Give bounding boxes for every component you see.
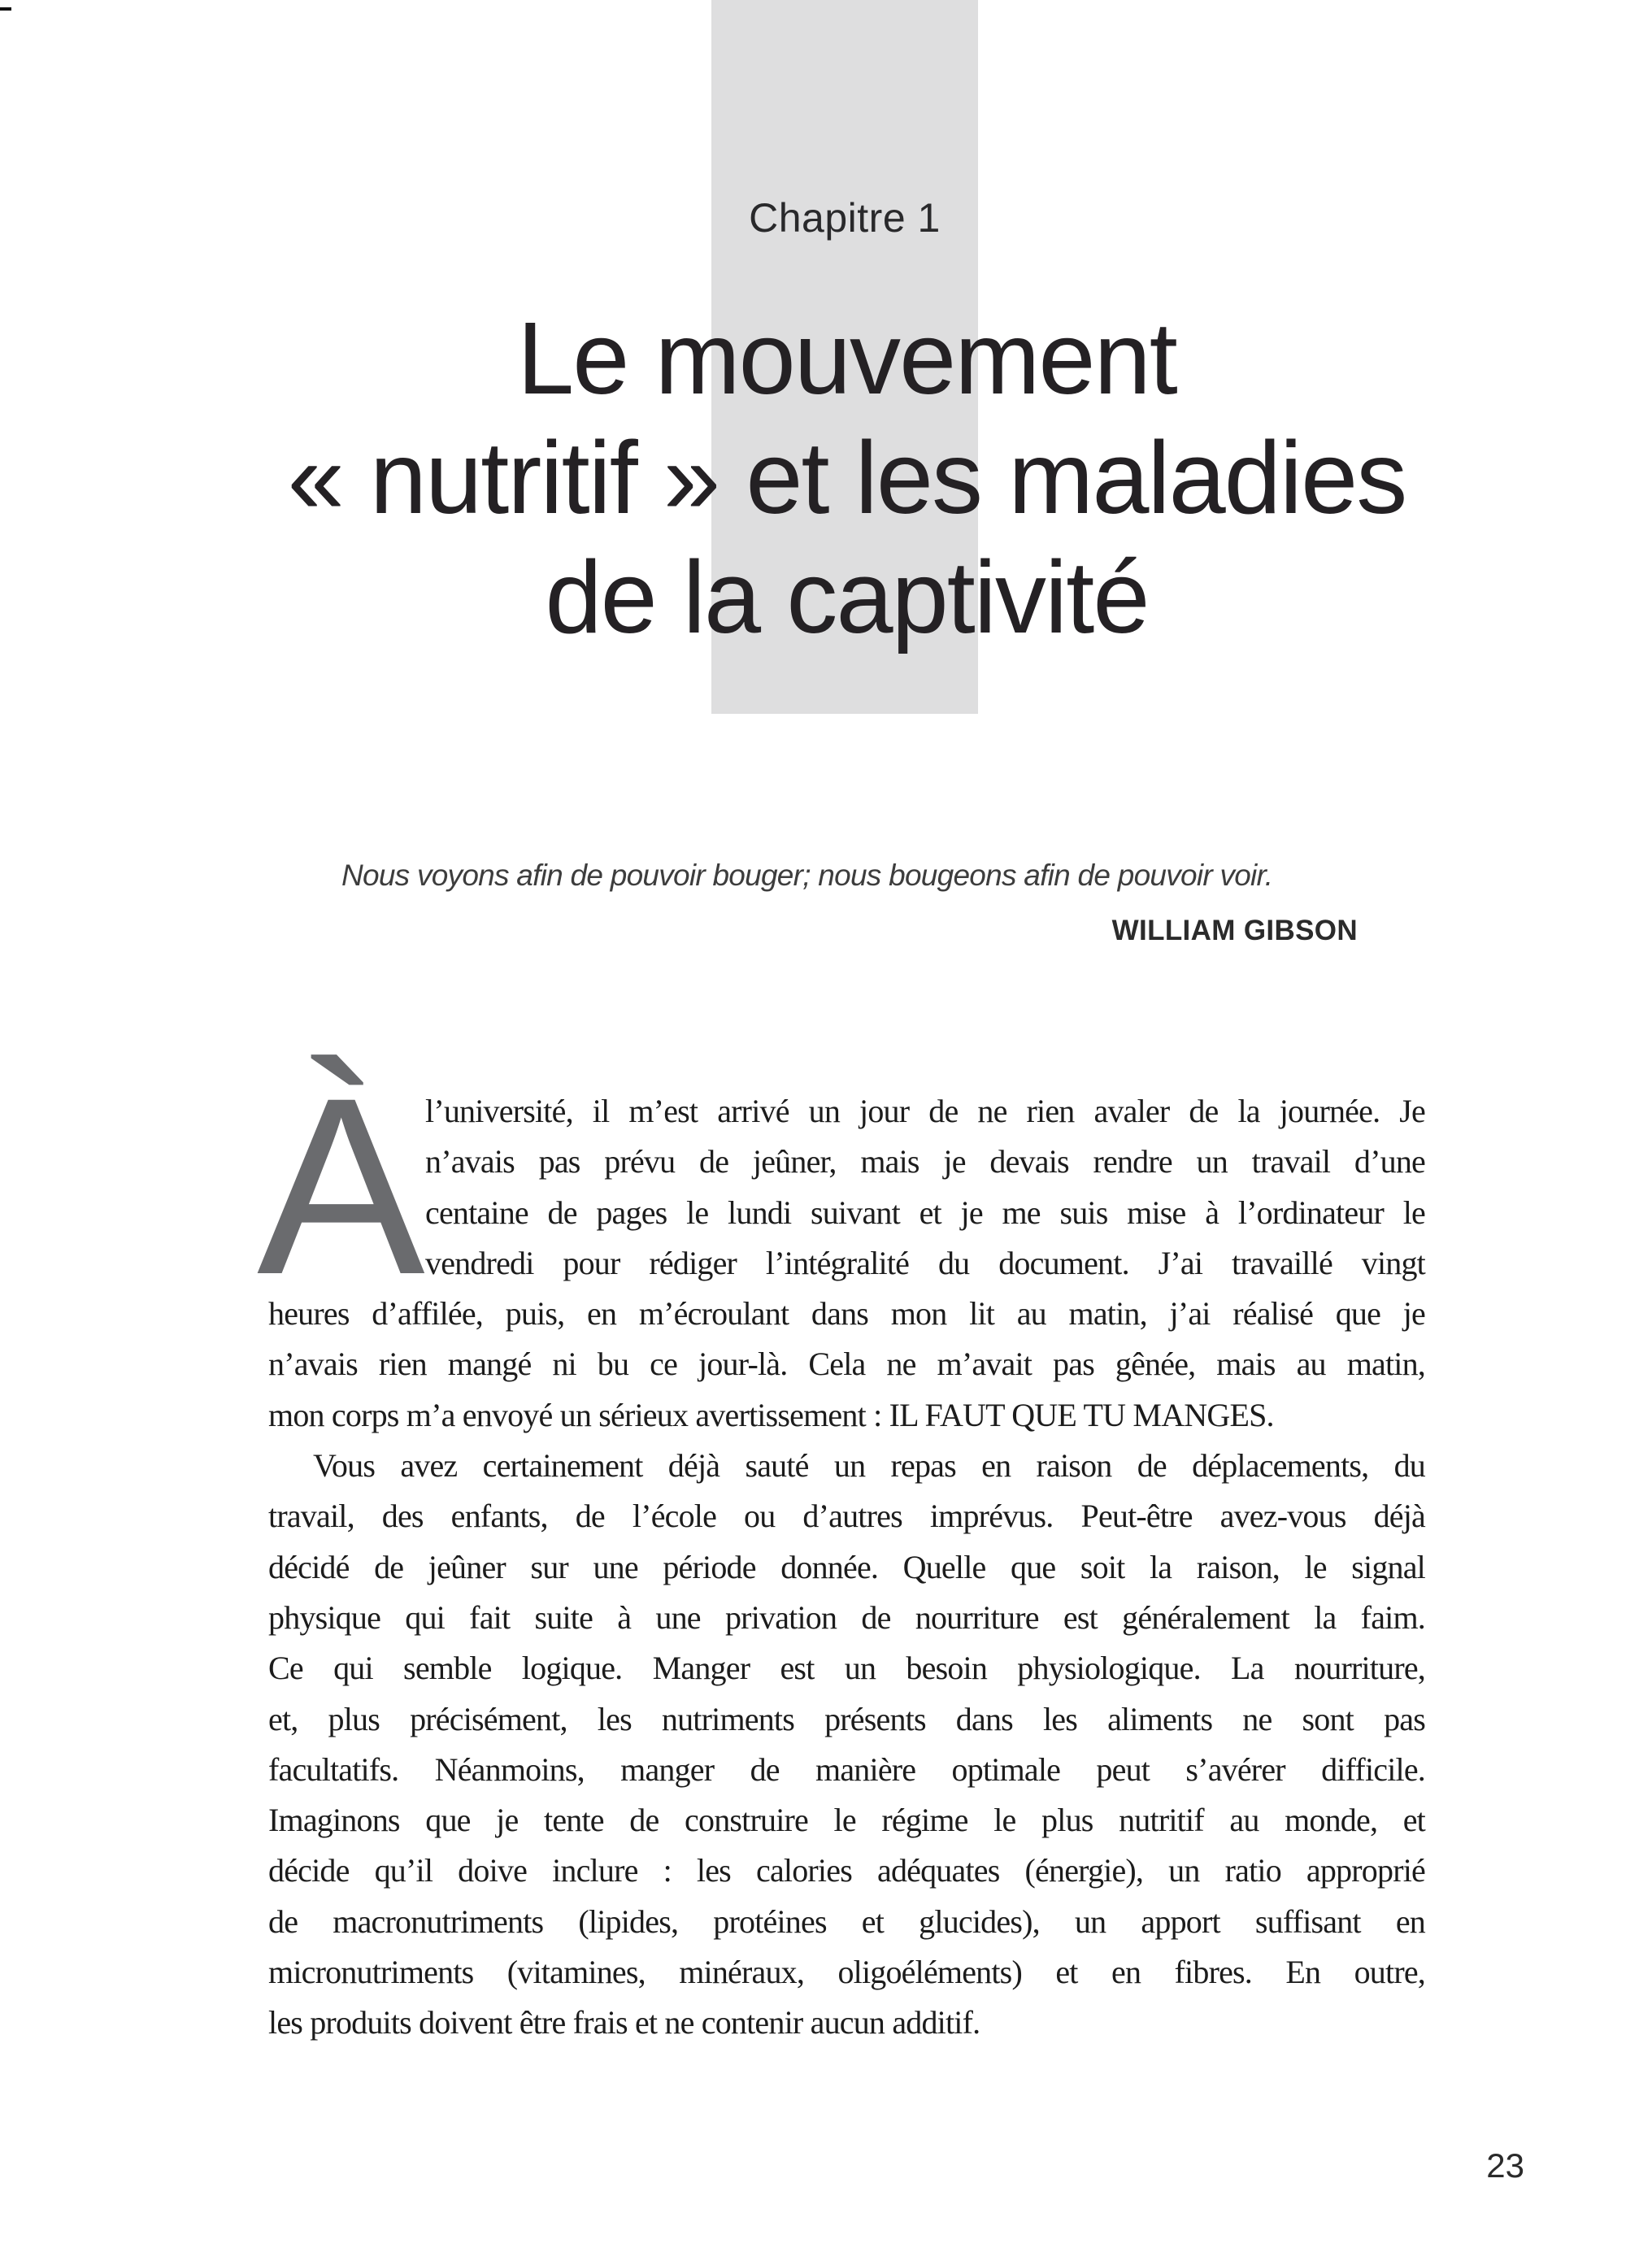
title-line-3: de la captivité — [545, 540, 1149, 654]
body-line: Imaginons que je tente de construire le régime le plus nutritif au monde, et — [268, 1802, 1425, 1839]
body-text — [268, 1086, 1425, 2049]
epigraph: Nous voyons afin de pouvoir bouger; nous bougeons afin de pouvoir voir. — [341, 859, 1273, 892]
body-line: mon corps m’a envoyé un sérieux avertissement : IL FAUT QUE TU MANGES. — [268, 1396, 1274, 1433]
body-line: les produits doivent être frais et ne contenir aucun additif. — [268, 2004, 980, 2041]
body-line: Ce qui semble logique. Manger est un besoin physiologique. La nourriture, — [268, 1650, 1425, 1687]
chapter-label: Chapitre 1 — [749, 195, 941, 241]
body-line: n’avais pas prévu de jeûner, mais je devais rendre un travail d’une — [425, 1143, 1425, 1181]
body-line: n’avais rien mangé ni bu ce jour-là. Cela ne m’avait pas gênée, mais au matin, — [268, 1346, 1425, 1383]
body-line: facultatifs. Néanmoins, manger de manière optimale peut s’avérer difficile. — [268, 1750, 1425, 1788]
body-line: heures d’affilée, puis, en m’écroulant dans mon lit au matin, j’ai réalisé que je — [268, 1295, 1425, 1333]
drop-cap: À — [257, 1045, 425, 1327]
paragraph-1 — [268, 1086, 1425, 1441]
body-line: micronutriments (vitamines, minéraux, oligoéléments) et en fibres. En outre, — [268, 1954, 1425, 1991]
title-line-2: « nutritif » et les maladies — [287, 420, 1406, 535]
body-line: centaine de pages le lundi suivant et je me suis mise à l’ordinateur le — [425, 1194, 1425, 1231]
body-line: physique qui fait suite à une privation de nourriture est généralement la faim. — [268, 1598, 1425, 1636]
body-line: décidé de jeûner sur une période donnée. Quelle que soit la raison, le signal — [268, 1548, 1425, 1585]
crop-mark — [0, 7, 11, 11]
paragraph-2 — [268, 1441, 1425, 2049]
body-line: l’université, il m’est arrivé un jour de ne rien avaler de la journée. Je — [425, 1093, 1425, 1129]
body-line: vendredi pour rédiger l’intégralité du document. J’ai travaillé vingt — [425, 1244, 1425, 1281]
body-line: et, plus précisément, les nutriments présents dans les aliments ne sont pas — [268, 1700, 1425, 1737]
page-number: 23 — [1486, 2146, 1524, 2185]
chapter-title — [268, 298, 1425, 657]
body-line: travail, des enfants, de l’école ou d’autres imprévus. Peut-être avez-vous déjà — [268, 1498, 1425, 1535]
body-line: décide qu’il doive inclure : les calories adéquates (énergie), un ratio approprié — [268, 1852, 1425, 1889]
body-line: Vous avez certainement déjà sauté un repas en raison de déplacements, du — [313, 1447, 1425, 1485]
title-line-1: Le mouvement — [517, 301, 1176, 415]
body-line: de macronutriments (lipides, protéines et glucides), un apport suffisant en — [268, 1902, 1425, 1940]
epigraph-attribution: WILLIAM GIBSON — [1111, 915, 1358, 946]
